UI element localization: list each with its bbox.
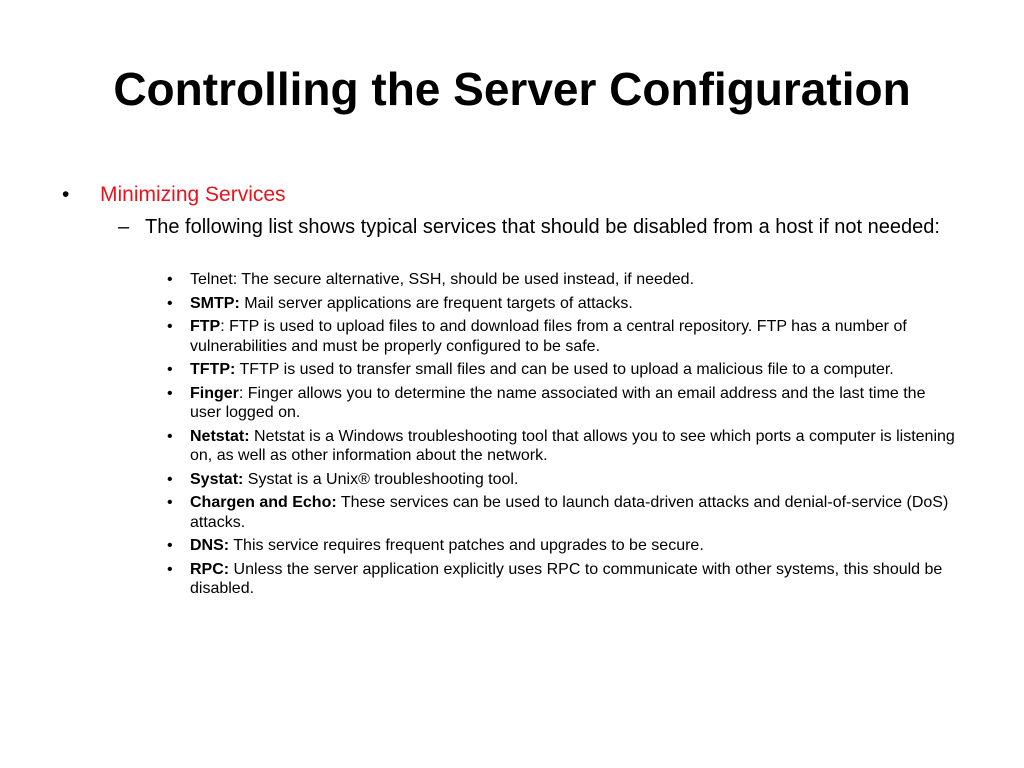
service-term: Chargen and Echo:: [190, 494, 337, 512]
service-description: Netstat is a Windows troubleshooting tool that allows you to see which ports a computer is listening on, as well as other information about the network.: [190, 427, 955, 465]
bullet-icon: •: [167, 294, 173, 312]
list-item: [167, 270, 957, 290]
services-list: [167, 270, 957, 603]
list-item: [167, 560, 957, 599]
level2-text: The following list shows typical services that should be disabled from a host if not needed:: [145, 216, 940, 238]
service-term: FTP: [190, 318, 221, 336]
service-description: Systat is a Unix® troubleshooting tool.: [243, 470, 519, 488]
list-item: [167, 493, 957, 532]
list-item: [167, 427, 957, 466]
bullet-icon: •: [167, 384, 173, 402]
level2-bullet-item: [118, 216, 978, 239]
list-item: [167, 470, 957, 490]
list-item: [167, 536, 957, 556]
service-term: RPC:: [190, 560, 230, 578]
service-term: Finger: [190, 384, 239, 402]
service-description: This service requires frequent patches and upgrades to be secure.: [229, 537, 704, 555]
list-item: [167, 317, 957, 356]
service-term: SMTP:: [190, 294, 240, 312]
service-description: Mail server applications are frequent targets of attacks.: [239, 294, 633, 312]
bullet-icon: •: [167, 560, 173, 578]
dash-icon: –: [118, 216, 130, 238]
service-description: Unless the server application explicitly uses RPC to communicate with other systems, this should be disabled.: [190, 560, 943, 598]
bullet-icon: •: [167, 318, 173, 336]
service-description: : FTP is used to upload files to and download files from a central repository. FTP has a number of vulnerabilities and must be properly configured to be safe.: [190, 318, 907, 355]
list-item: [167, 294, 957, 314]
level1-text: Minimizing Services: [100, 183, 286, 206]
slide-title: Controlling the Server Configuration: [113, 63, 911, 115]
service-description: : Finger allows you to determine the name associated with an email address and the last time the user logged on.: [190, 384, 926, 422]
bullet-icon: •: [167, 271, 173, 288]
list-item: [167, 360, 957, 380]
bullet-icon: •: [167, 470, 173, 488]
bullet-icon: •: [167, 427, 173, 445]
service-term: Netstat:: [190, 427, 250, 445]
level1-bullet-item: [62, 182, 962, 207]
bullet-icon: •: [167, 494, 173, 512]
list-item: [167, 384, 957, 423]
bullet-icon: •: [167, 361, 173, 379]
bullet-icon: •: [167, 537, 173, 555]
service-term: DNS:: [190, 537, 230, 555]
service-description: These services can be used to launch data-driven attacks and denial-of-service (DoS) attacks.: [190, 494, 949, 531]
service-description: TFTP is used to transfer small files and can be used to upload a malicious file to a computer.: [235, 361, 894, 379]
service-description: Telnet: The secure alternative, SSH, should be used instead, if needed.: [190, 271, 695, 288]
service-term: TFTP:: [190, 361, 236, 379]
service-term: Systat:: [190, 470, 244, 488]
bullet-icon: •: [62, 183, 70, 206]
